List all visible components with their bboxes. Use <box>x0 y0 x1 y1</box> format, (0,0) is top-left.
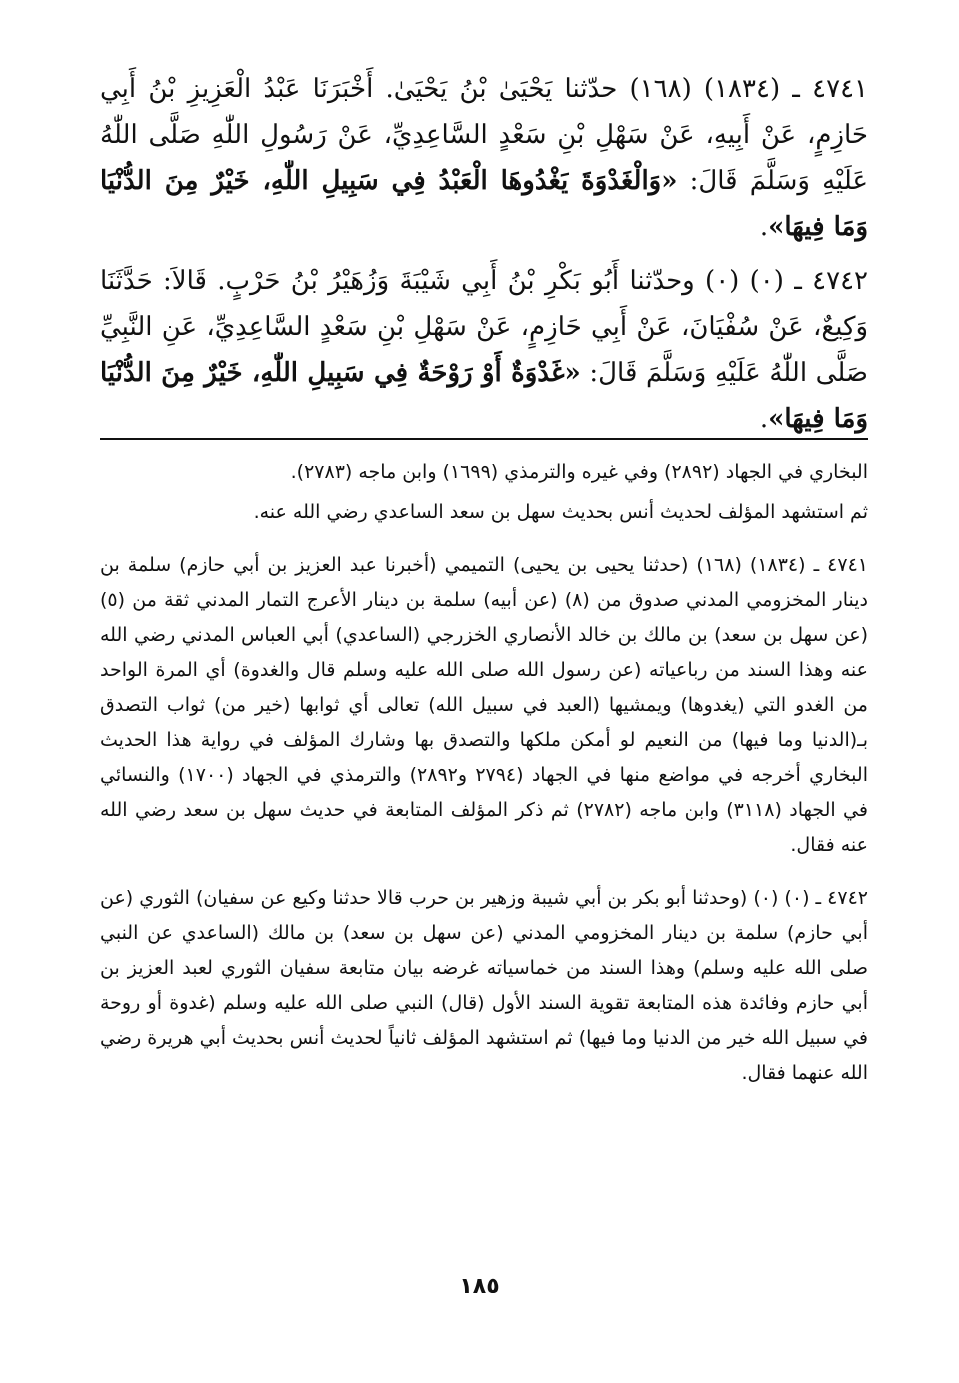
note-commentary-4742: ٤٧٤٢ ـ (٠) (٠) (وحدثنا أبو بكر بن أبي شيبة وزهير بن حرب قالا حدثنا وكيع عن سفيان) الثوري (عن أبي حازم) سلمة بن دينار المخزومي المدني (عن سهل بن سعد) بن مالك (الساعدي عن النبي صلى الله عليه وسلم) وهذا السند من خماسياته غرضه بيان متابعة سفيان الثوري لعبد العزيز بن أبي حازم وفائدة هذه المتابعة تقوية السند الأول (قال) النبي صلى الله عليه وسلم (غدوة أو روحة في سبيل الله خير من الدنيا وما فيها) ثم استشهد المؤلف ثانياً لحديث أنس بحديث أبي هريرة رضي الله عنهما فقال. <box>100 887 868 1084</box>
hadith-4742-isnad: ٤٧٤٢ ـ (٠) (٠) وحدّثنا أَبُو بَكْرِ بْنُ أَبِي شَيْبَةَ وَزُهَيْرُ بْنُ حَرْبٍ. قَالاَ: حَدَّثَنَا وَكِيعٌ، عَنْ سُفْيَانَ، عَنْ أَبِي حَازِمٍ، عَنْ سَهْلِ بْنِ سَعْدٍ السَّاعِدِيِّ، عَنِ النَّبِيِّ صَلَّى اللّٰهُ عَلَيْهِ وَسَلَّمَ قَالَ: <box>100 266 868 388</box>
hadith-4741-end: . <box>759 212 769 242</box>
footnote-divider <box>100 438 868 440</box>
note-istishhad: ثم استشهد المؤلف لحديث أنس بحديث سهل بن سعد الساعدي رضي الله عنه. <box>253 501 868 523</box>
hadith-4741-matn: «وَالْغَدْوَةَ يَغْدُوهَا الْعَبْدُ فِي سَبِيلِ اللّٰهِ، خَيْرٌ مِنَ الدُّنْيَا وَمَا فِيهَا» <box>100 166 868 242</box>
commentary-section <box>100 455 868 1096</box>
hadith-4742 <box>100 258 868 442</box>
hadith-4741-isnad: ٤٧٤١ ـ (١٨٣٤) (١٦٨) حدّثنا يَحْيَىٰ بْنُ يَحْيَىٰ. أَخْبَرَنَا عَبْدُ الْعَزِيزِ بْنُ أَبِي حَازِمٍ، عَنْ أَبِيهِ، عَنْ سَهْلِ بْنِ سَعْدٍ السَّاعِدِيِّ، عَنْ رَسُولِ اللّٰهِ صَلَّى اللّٰهُ عَلَيْهِ وَسَلَّمَ قَالَ: <box>100 74 868 196</box>
hadith-4742-end: . <box>759 404 769 434</box>
page-number: ١٨٥ <box>459 1274 500 1299</box>
hadith-4742-matn: «غَدْوَةٌ أَوْ رَوْحَةٌ فِي سَبِيلِ اللّٰهِ، خَيْرٌ مِنَ الدُّنْيَا وَمَا فِيهَا» <box>100 358 868 434</box>
note-commentary-4741: ٤٧٤١ ـ (١٨٣٤) (١٦٨) (حدثنا يحيى بن يحيى) التميمي (أخبرنا عبد العزيز بن أبي حازم) سلمة بن دينار المخزومي المدني صدوق من (٨) (عن أبيه) سلمة بن دينار الأعرج التمار المدني ثقة من (٥) (عن سهل بن سعد) بن مالك بن خالد الأنصاري الخزرجي (الساعدي) أبي العباس المدني رضي الله عنه وهذا السند من رباعياته (عن رسول الله صلى الله عليه وسلم قال والغدوة) أي المرة الواحد من الغدو التي (يغدوها) ويمشيها (العبد في سبيل الله) تعالى أي ثوابها (خير من) ثواب التصدق بـ(الدنيا وما فيها) من النعيم لو أمكن ملكها والتصدق بها وشارك المؤلف في رواية هذا الحديث البخاري أخرجه في مواضع منها في الجهاد (٢٧٩٤ و٢٨٩٢) والترمذي في الجهاد (١٧٠٠) والنسائي في الجهاد (٣١١٨) وابن ماجه (٢٧٨٢) ثم ذكر المؤلف المتابعة في حديث سهل بن سعد رضي الله عنه فقال. <box>100 554 868 856</box>
matn-section <box>100 66 868 450</box>
note-takhrij: البخاري في الجهاد (٢٨٩٢) وفي غيره والترمذي (١٦٩٩) وابن ماجه (٢٧٨٣). <box>290 461 868 483</box>
hadith-4741 <box>100 66 868 250</box>
